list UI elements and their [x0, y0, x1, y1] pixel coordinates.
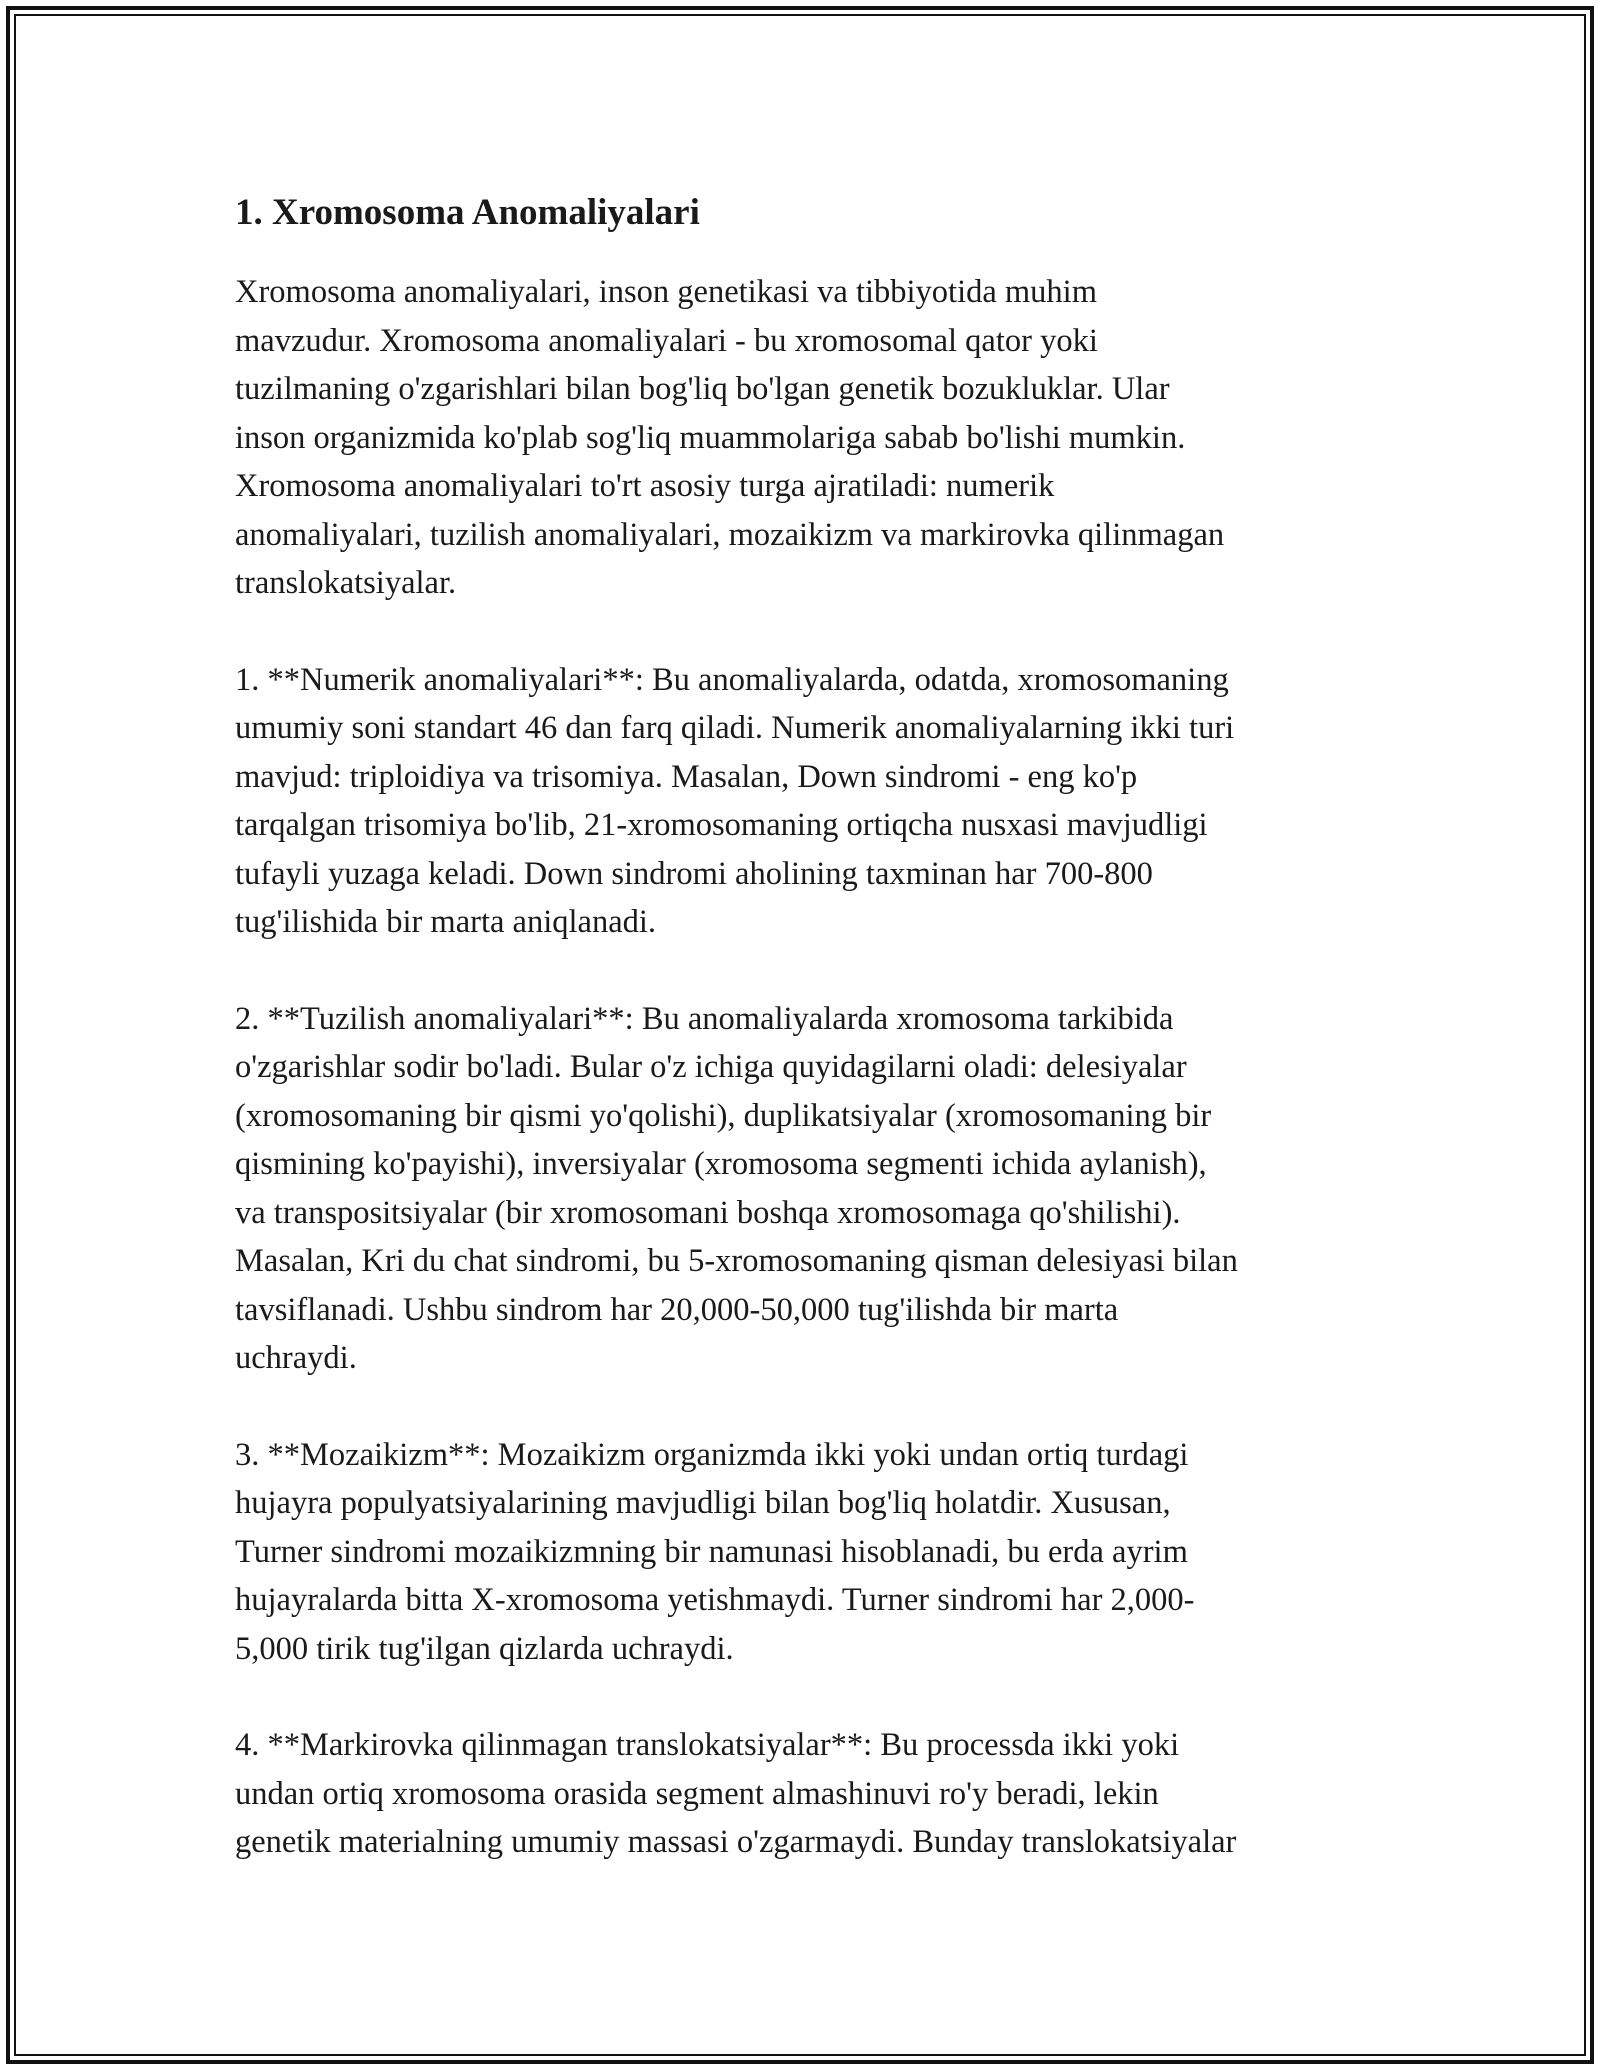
translokatsiyalar-paragraph: 4. **Markirovka qilinmagan translokatsiyalar**: Bu processda ikki yoki undan ortiq xromosoma orasida segment almashinuvi ro'y beradi, lekin genetik materialning umumiy massasi o'zgarmaydi. Bunday translokatsiyalar [235, 1727, 1237, 1860]
numerik-anomaliyalari-paragraph: 1. **Numerik anomaliyalari**: Bu anomaliyalarda, odatda, xromosomaning umumiy soni standart 46 dan farq qiladi. Numerik anomaliyalarning ikki turi mavjud: triploidiya va trisomiya. Masalan, Down sindromi - eng ko'p tarqalgan trisomiya bo'lib, 21-xromosomaning ortiqcha nusxasi mavjudligi tufayli yuzaga keladi. Down sindromi aholining taxminan har 700-800 tug'ilishida bir marta aniqlanadi. [235, 661, 1235, 940]
tuzilish-anomaliyalari-paragraph: 2. **Tuzilish anomaliyalari**: Bu anomaliyalarda xromosoma tarkibida o'zgarishlar sodir bo'ladi. Bular o'z ichiga quyidagilarni oladi: delesiyalar (xromosomaning bir qismi yo'qolishi), duplikatsiyalar (xromosomaning bir qismining ko'payishi), inversiyalar (xromosoma segmenti ichida aylanish), va transpositsiyalar (bir xromosomani boshqa xromosomaga qo'shilishi). Masalan, Kri du chat sindromi, bu 5-xromosomaning qisman delesiyasi bilan tavsiflanadi. Ushbu sindrom har 20,000-50,000 tug'ilishda bir marta uchraydi. [235, 1000, 1238, 1376]
document-body [235, 188, 1395, 1915]
intro-paragraph: Xromosoma anomaliyalari, inson genetikasi va tibbiyotida muhim mavzudur. Xromosoma anomaliyalari - bu xromosomal qator yoki tuzilmaning o'zgarishlari bilan bog'liq bo'lgan genetik bozukluklar. Ular inson organizmida ko'plab sog'liq muammolariga sabab bo'lishi mumkin. Xromosoma anomaliyalari to'rt asosiy turga ajratiladi: numerik anomaliyalari, tuzilish anomaliyalari, mozaikizm va markirovka qilinmagan translokatsiyalar. [235, 274, 1225, 601]
document-title: 1. Xromosoma Anomaliyalari [235, 192, 700, 233]
mozaikizm-paragraph: 3. **Mozaikizm**: Mozaikizm organizmda ikki yoki undan ortiq turdagi hujayra populyatsiyalarining mavjudligi bilan bog'liq holatdir. Xususan, Turner sindromi mozaikizmning bir namunasi hisoblanadi, bu erda ayrim hujayralarda bitta X-xromosoma yetishmaydi. Turner sindromi har 2,000- 5,000 tirik tug'ilgan qizlarda uchraydi. [235, 1436, 1195, 1667]
